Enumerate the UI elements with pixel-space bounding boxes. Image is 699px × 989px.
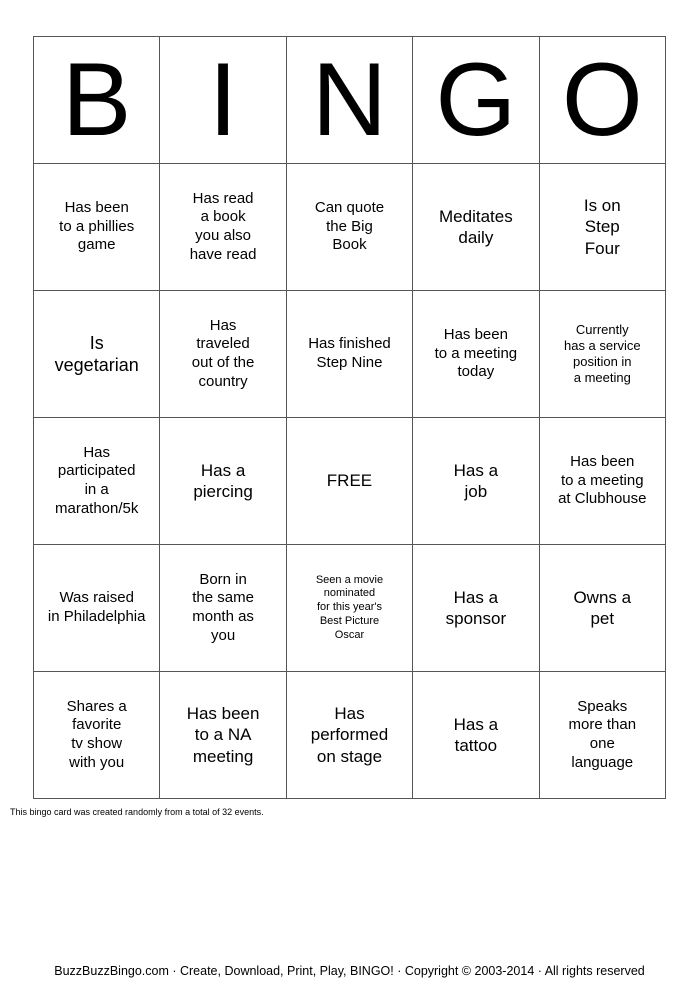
bingo-cell[interactable]: [160, 672, 286, 799]
cell-text-line: Has: [334, 704, 365, 724]
cell-text-line: tattoo: [454, 736, 498, 755]
bingo-cell[interactable]: [413, 672, 539, 799]
cell-text-line: Has a: [453, 460, 499, 480]
cell-text-line: to a meeting: [561, 471, 644, 489]
cell-text-line: Is: [89, 332, 104, 353]
cell-text-line: in Philadelphia: [47, 608, 146, 625]
cell-text-line: Best Picture: [319, 614, 380, 627]
cell-text-line: has a service: [563, 337, 641, 353]
cell-text-line: Oscar: [334, 628, 365, 641]
bingo-cell[interactable]: [34, 545, 160, 672]
cell-text-line: to a phillies: [59, 217, 135, 235]
cell-text-line: country: [198, 372, 248, 390]
cell-text-line: with you: [69, 753, 125, 771]
cell-text-line: Four: [584, 238, 620, 258]
card-note: This bingo card was created randomly from a total of 32 events.: [10, 807, 264, 817]
cell-text-line: Born in: [199, 570, 247, 588]
cell-text-line: Has: [83, 443, 111, 461]
bingo-cell[interactable]: [539, 545, 665, 672]
bingo-cell[interactable]: [160, 545, 286, 672]
cell-text-line: pet: [590, 609, 615, 628]
bingo-card: [33, 36, 666, 799]
bingo-cell[interactable]: [413, 291, 539, 418]
cell-text-line: out of the: [191, 354, 255, 371]
bingo-cell[interactable]: [539, 672, 665, 799]
bingo-row: [34, 164, 666, 291]
cell-text-line: traveled: [196, 335, 250, 353]
bingo-cell[interactable]: [160, 418, 286, 545]
bingo-cell[interactable]: [286, 672, 412, 799]
cell-text-line: Has: [209, 316, 237, 334]
cell-text-line: performed: [310, 725, 389, 745]
header-letter-b: B: [34, 37, 160, 164]
cell-text-line: language: [571, 753, 634, 771]
cell-text-line: Owns a: [573, 587, 632, 607]
bingo-row: [34, 418, 666, 545]
cell-text-line: the Big: [326, 217, 373, 235]
bingo-cell[interactable]: [539, 291, 665, 418]
cell-text-line: more than: [568, 716, 637, 734]
cell-text-line: Seen a movie: [315, 573, 384, 586]
bingo-row: [34, 291, 666, 418]
cell-text-line: Shares a: [66, 697, 127, 715]
cell-text-line: Step: [584, 217, 620, 237]
cell-text-line: to a meeting: [434, 344, 518, 362]
cell-text-line: Can quote: [314, 198, 385, 216]
cell-text-line: Is on: [583, 196, 621, 216]
bingo-cell[interactable]: [34, 164, 160, 291]
cell-text-line: nominated: [323, 587, 376, 600]
bingo-cell[interactable]: [34, 418, 160, 545]
cell-text-line: meeting: [192, 746, 254, 766]
cell-text-line: one: [589, 735, 615, 752]
cell-text-line: Has read: [192, 189, 254, 207]
cell-text-line: Has finished: [308, 335, 391, 353]
cell-text-line: position in: [573, 354, 632, 369]
cell-text-line: Speaks: [577, 697, 628, 715]
cell-text-line: piercing: [193, 482, 253, 501]
cell-text-line: Was raised: [59, 589, 134, 607]
bingo-cell[interactable]: [34, 291, 160, 418]
bingo-cell[interactable]: [413, 418, 539, 545]
cell-text-line: to a NA: [194, 725, 252, 745]
cell-text-line: Book: [332, 236, 367, 254]
cell-text-line: daily: [458, 228, 494, 247]
bingo-cell[interactable]: [286, 291, 412, 418]
bingo-cell[interactable]: [286, 545, 412, 672]
header-letter-n: N: [286, 37, 412, 164]
bingo-row: [34, 672, 666, 799]
cell-text-line: Has been: [570, 452, 635, 470]
bingo-cell[interactable]: [413, 164, 539, 291]
bingo-cell[interactable]: [539, 418, 665, 545]
cell-text-line: Has been: [186, 704, 260, 724]
cell-text-line: vegetarian: [54, 355, 139, 375]
cell-text-line: a meeting: [573, 370, 631, 386]
bingo-cell[interactable]: [413, 545, 539, 672]
cell-text-line: Has a: [453, 587, 499, 607]
header-letter-g: G: [413, 37, 539, 164]
cell-text-line: favorite: [72, 716, 122, 734]
bingo-header-row: [34, 37, 666, 164]
cell-text-line: for this year's: [316, 601, 383, 614]
cell-text-line: sponsor: [445, 609, 507, 628]
bingo-row: [34, 545, 666, 672]
cell-text-line: on stage: [316, 746, 383, 766]
cell-text-line: participated: [57, 462, 136, 480]
cell-text-line: marathon/5k: [55, 499, 139, 517]
cell-text-line: have read: [189, 245, 257, 263]
cell-text-line: month as: [192, 608, 254, 625]
bingo-cell[interactable]: [160, 291, 286, 418]
cell-text-line: you also: [195, 227, 252, 244]
cell-text-line: Has a: [200, 460, 246, 480]
cell-text-line: today: [457, 363, 495, 381]
cell-text-line: a book: [200, 208, 246, 226]
cell-text-line: you: [210, 626, 236, 644]
header-letter-o: O: [539, 37, 665, 164]
cell-text-line: Has been: [443, 325, 508, 343]
cell-text-line: game: [77, 236, 116, 254]
cell-text-line: in a: [84, 481, 109, 498]
cell-text-line: tv show: [71, 735, 123, 752]
cell-text-line: at Clubhouse: [558, 490, 647, 508]
bingo-cell[interactable]: [286, 418, 412, 545]
cell-text-line: FREE: [326, 471, 373, 491]
cell-text-line: Has been: [64, 198, 129, 216]
cell-text-line: the same: [192, 589, 254, 607]
cell-text-line: job: [464, 482, 488, 501]
bingo-cell[interactable]: [34, 672, 160, 799]
bingo-cell[interactable]: [539, 164, 665, 291]
cell-text-line: Meditates: [439, 206, 513, 226]
cell-text-line: Step Nine: [316, 354, 383, 371]
footer: BuzzBuzzBingo.com · Create, Download, Print, Play, BINGO! · Copyright © 2003-2014 · All rights reserved: [54, 964, 645, 978]
bingo-cell[interactable]: [286, 164, 412, 291]
cell-text-line: Has a: [453, 714, 499, 734]
header-letter-i: I: [160, 37, 286, 164]
bingo-cell[interactable]: [160, 164, 286, 291]
cell-text-line: Currently: [575, 321, 629, 337]
